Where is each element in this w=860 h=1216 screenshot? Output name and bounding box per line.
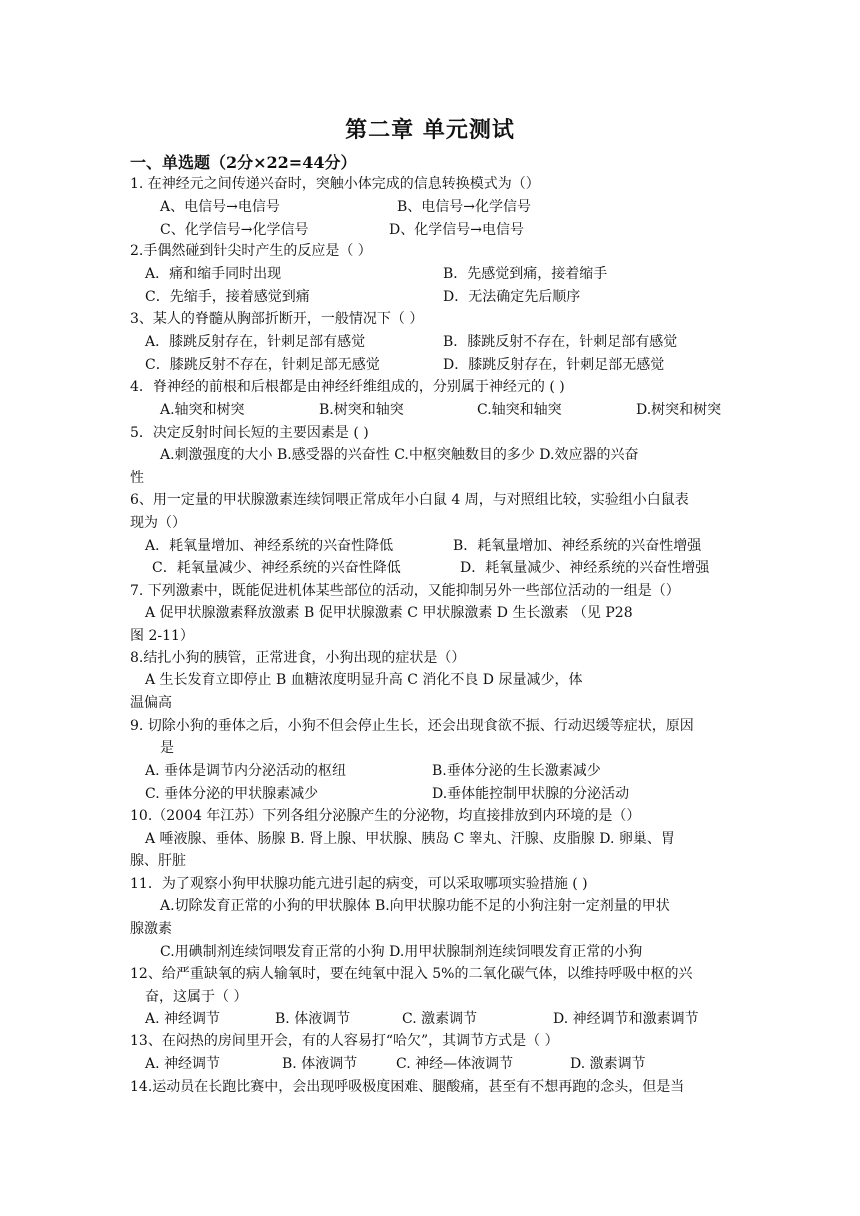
question-4-option-a: A.轴突和树突 <box>160 402 245 418</box>
question-4-option-d: D.树突和树突 <box>636 402 722 418</box>
question-10-stem: 10.（2004 年江苏）下列各组分泌腺产生的分泌物，均直接排放到内环境的是（） <box>130 808 641 824</box>
question-3-stem: 3、某人的脊髓从胸部折断开，一般情况下（ ） <box>130 311 424 327</box>
question-12-stem-cont: 奋，这属于（ ） <box>145 989 248 1005</box>
question-13-option-d: D. 激素调节 <box>570 1056 646 1072</box>
question-12-stem: 12、给严重缺氧的病人输氧时，要在纯氧中混入 5%的二氧化碳气体，以维持呼吸中枢的兴 <box>130 966 693 982</box>
question-6-option-b: B．耗氧量增加、神经系统的兴奋性增强 <box>453 538 702 554</box>
question-11-options-cont: 腺激素 <box>130 921 172 937</box>
question-12-option-a: A. 神经调节 <box>145 1011 221 1027</box>
question-12-option-d: D. 神经调节和激素调节 <box>553 1011 699 1027</box>
question-4-stem: 4．脊神经的前根和后根都是由神经纤维组成的，分别属于神经元的 ( ) <box>130 379 565 395</box>
question-3-option-d: D．膝跳反射存在，针刺足部无感觉 <box>443 357 665 373</box>
question-8-options: A 生长发育立即停止 B 血糖浓度明显升高 C 消化不良 D 尿量减少，体 <box>145 672 583 688</box>
question-6-option-c: C．耗氧量减少、神经系统的兴奋性降低 <box>152 560 401 576</box>
question-5-stem: 5．决定反射时间长短的主要因素是 ( ) <box>130 425 369 441</box>
question-2-option-c: C．先缩手，接着感觉到痛 <box>145 289 310 305</box>
question-13-option-c: C. 神经—体液调节 <box>396 1056 514 1072</box>
question-12-option-c: C. 激素调节 <box>402 1011 478 1027</box>
question-5-options-cont: 性 <box>130 470 144 486</box>
page-title: 第二章 单元测试 <box>345 117 515 143</box>
question-4-option-b: B.树突和轴突 <box>319 402 404 418</box>
question-10-options: A 唾液腺、垂体、肠腺 B. 肾上腺、甲状腺、胰岛 C 睾丸、汗腺、皮脂腺 D. 卵巢、胃 <box>145 831 675 847</box>
question-6-option-d: D．耗氧量减少、神经系统的兴奋性增强 <box>460 560 710 576</box>
question-9-stem: 9. 切除小狗的垂体之后，小狗不但会停止生长，还会出现食欲不振、行动迟缓等症状，原因 <box>130 718 694 734</box>
question-9-option-b: B.垂体分泌的生长激素减少 <box>432 763 601 779</box>
question-2-option-b: B．先感觉到痛，接着缩手 <box>443 266 608 282</box>
question-1-option-a: A、电信号→电信号 <box>160 199 280 215</box>
question-14-stem: 14.运动员在长跑比赛中，会出现呼吸极度困难、腿酸痛，甚至有不想再跑的念头，但是当 <box>130 1079 685 1095</box>
question-3-option-b: B．膝跳反射不存在，针刺足部有感觉 <box>443 334 678 350</box>
question-13-option-b: B. 体液调节 <box>282 1056 358 1072</box>
question-2-option-a: A．痛和缩手同时出现 <box>145 266 282 282</box>
question-1-option-b: B、电信号→化学信号 <box>397 199 532 215</box>
question-11-options: A.切除发育正常的小狗的甲状腺体 B.向甲状腺功能不足的小狗注射一定剂量的甲状 <box>160 898 670 914</box>
question-11-stem: 11．为了观察小狗甲状腺功能亢进引起的病变，可以采取哪项实验措施 ( ) <box>130 876 588 892</box>
question-1-stem: 1. 在神经元之间传递兴奋时，突触小体完成的信息转换模式为（） <box>130 176 540 192</box>
question-13-stem: 13、在闷热的房间里开会，有的人容易打“哈欠”，其调节方式是（ ） <box>130 1033 559 1049</box>
question-2-option-d: D．无法确定先后顺序 <box>443 289 581 305</box>
question-7-options-cont: 图 2-11） <box>130 628 194 644</box>
question-9-option-d: D.垂体能控制甲状腺的分泌活动 <box>432 786 630 802</box>
question-6-stem: 6、用一定量的甲状腺激素连续饲喂正常成年小白鼠 4 周，与对照组比较，实验组小白鼠表 <box>130 492 689 508</box>
question-8-options-cont: 温偏高 <box>130 695 172 711</box>
question-3-option-a: A．膝跳反射存在，针刺足部有感觉 <box>145 334 366 350</box>
question-4-option-c: C.轴突和轴突 <box>477 402 562 418</box>
question-1-option-c: C、化学信号→化学信号 <box>160 222 309 238</box>
question-12-option-b: B. 体液调节 <box>275 1011 351 1027</box>
section-heading: 一、单选题（2分×22=44分） <box>130 153 357 172</box>
question-9-option-c: C. 垂体分泌的甲状腺素减少 <box>145 786 319 802</box>
question-11-options-cd: C.用碘制剂连续饲喂发育正常的小狗 D.用甲状腺制剂连续饲喂发育正常的小狗 <box>160 944 643 960</box>
question-9-option-a: A. 垂体是调节内分泌活动的枢纽 <box>145 763 347 779</box>
question-10-options-cont: 腺、肝脏 <box>130 853 186 869</box>
question-13-option-a: A. 神经调节 <box>145 1056 221 1072</box>
question-7-options: A 促甲状腺激素释放激素 B 促甲状腺激素 C 甲状腺激素 D 生长激素 （见 P28 <box>145 605 633 621</box>
question-1-option-d: D、化学信号→电信号 <box>389 222 524 238</box>
question-3-option-c: C．膝跳反射不存在，针刺足部无感觉 <box>145 357 380 373</box>
question-2-stem: 2.手偶然碰到针尖时产生的反应是（ ） <box>130 243 372 259</box>
question-8-stem: 8.结扎小狗的胰管，正常进食，小狗出现的症状是（） <box>130 650 466 666</box>
question-6-stem-cont: 现为（） <box>130 515 186 531</box>
question-5-options: A.刺激强度的大小 B.感受器的兴奋性 C.中枢突触数目的多少 D.效应器的兴奋 <box>160 447 639 463</box>
question-7-stem: 7. 下列激素中，既能促进机体某些部位的活动，又能抑制另外一些部位活动的一组是（） <box>130 583 680 599</box>
question-6-option-a: A．耗氧量增加、神经系统的兴奋性降低 <box>145 538 394 554</box>
question-9-stem-cont: 是 <box>160 740 174 756</box>
